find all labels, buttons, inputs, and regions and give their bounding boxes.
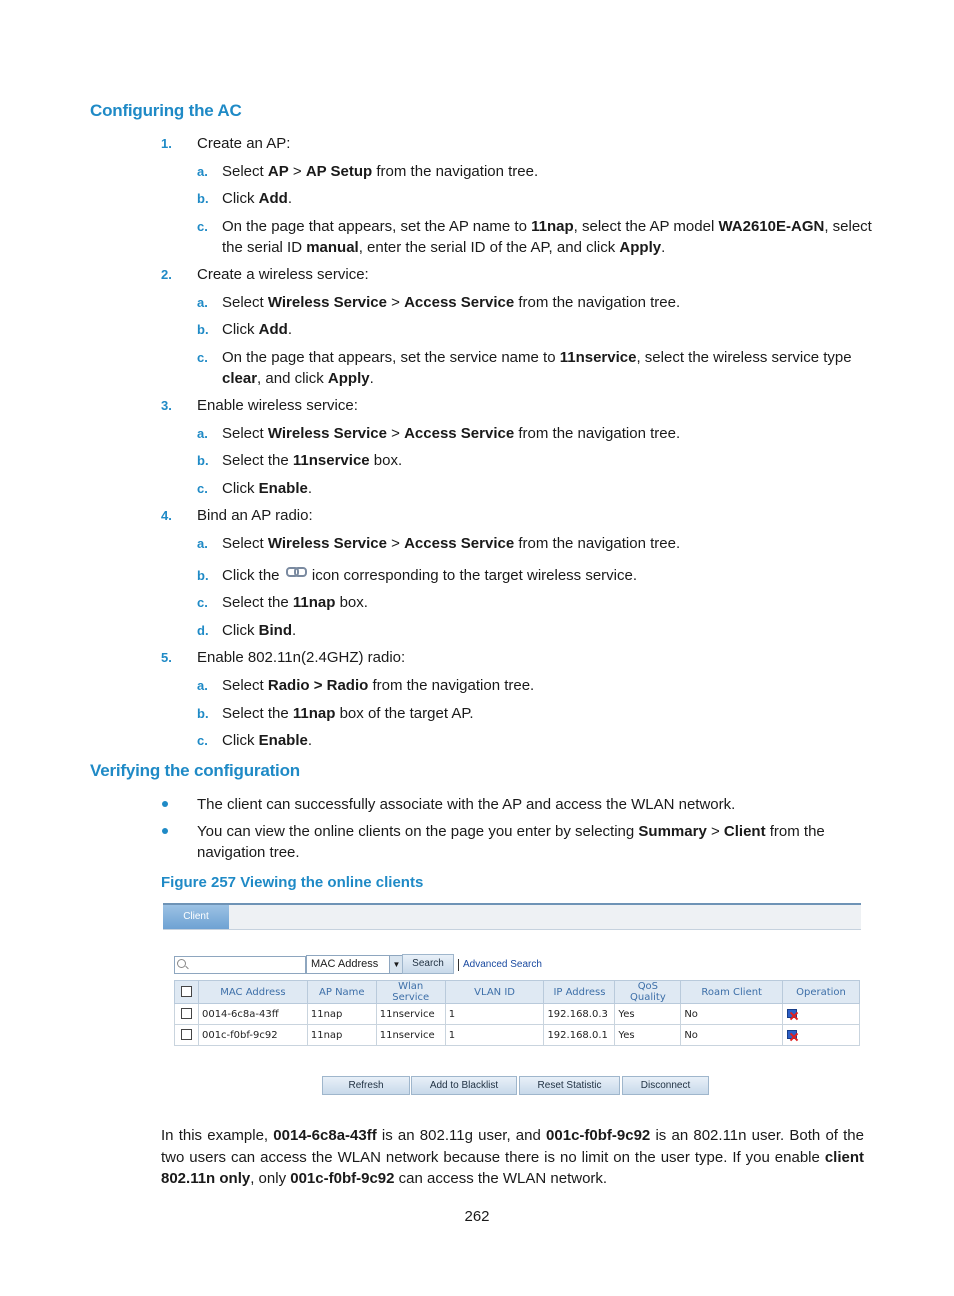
substep-letter: b. — [197, 322, 209, 337]
substep-letter: a. — [197, 164, 208, 179]
substep-text: Click Enable. — [222, 480, 313, 497]
step-text: Create a wireless service: — [197, 266, 369, 283]
substep-letter: a. — [197, 536, 208, 551]
bullet-icon — [162, 801, 168, 807]
section-heading-verifying: Verifying the configuration — [90, 761, 300, 780]
table-row — [175, 1025, 860, 1046]
vlan-id-cell: 1 — [445, 1004, 544, 1025]
substep-letter: b. — [197, 706, 209, 721]
page-number: 262 — [464, 1208, 490, 1225]
wlan-service-cell: 11nservice — [376, 1025, 445, 1046]
column-header[interactable]: IP Address — [544, 981, 615, 1004]
substep-letter: b. — [197, 453, 209, 468]
row-checkbox[interactable] — [181, 1008, 192, 1019]
table-row — [175, 1004, 860, 1025]
row-checkbox-cell[interactable] — [175, 1004, 199, 1025]
column-header: Operation — [783, 981, 860, 1004]
bullet-icon — [162, 828, 168, 834]
substep-text: Select the 11nap box. — [222, 594, 368, 611]
disconnect-button[interactable]: Disconnect — [622, 1076, 709, 1095]
step-number: 5. — [161, 650, 172, 665]
advanced-search-link[interactable]: Advanced Search — [458, 959, 542, 971]
substep-text: Select Wireless Service > Access Service from the navigation tree. — [222, 425, 681, 442]
select-all-checkbox[interactable] — [181, 986, 192, 997]
substep-letter: a. — [197, 295, 208, 310]
row-checkbox[interactable] — [181, 1029, 192, 1040]
operation-cell — [783, 1025, 860, 1046]
substep-text: Click Enable. — [222, 732, 313, 749]
reset-statistic-button[interactable]: Reset Statistic — [519, 1076, 620, 1095]
substep-text: On the page that appears, set the service name to 11nservice, select the wireless service type clear, and click Apply. — [222, 349, 852, 387]
roam-cell: No — [681, 1004, 783, 1025]
step-text: Enable wireless service: — [197, 397, 358, 414]
qos-cell: Yes — [615, 1025, 681, 1046]
substep-text: Click Bind. — [222, 622, 297, 639]
substep-text: Select the 11nap box of the target AP. — [222, 705, 474, 722]
operation-cell — [783, 1004, 860, 1025]
step-number: 2. — [161, 267, 172, 282]
search-field-value: MAC Address — [311, 958, 379, 970]
column-header[interactable]: QoS Quality — [615, 981, 681, 1004]
step-number: 1. — [161, 136, 172, 151]
bind-link-icon — [286, 566, 306, 576]
ip-address-cell: 192.168.0.1 — [544, 1025, 615, 1046]
search-icon — [177, 959, 186, 968]
substep-letter: c. — [197, 595, 208, 610]
substep-text: Select Radio > Radio from the navigation tree. — [222, 677, 535, 694]
column-header[interactable]: MAC Address — [198, 981, 307, 1004]
step-text: Create an AP: — [197, 135, 291, 152]
search-button[interactable]: Search — [402, 954, 454, 974]
roam-cell: No — [681, 1025, 783, 1046]
step-text: Bind an AP radio: — [197, 507, 313, 524]
substep-text: Click Add. — [222, 321, 293, 338]
column-header[interactable]: VLAN ID — [445, 981, 544, 1004]
search-input[interactable] — [174, 956, 306, 974]
figure-caption: Figure 257 Viewing the online clients — [161, 874, 424, 891]
substep-letter: a. — [197, 426, 208, 441]
ip-address-cell: 192.168.0.3 — [544, 1004, 615, 1025]
mac-address-link[interactable]: 0014-6c8a-43ff — [198, 1004, 307, 1025]
substep-letter: a. — [197, 678, 208, 693]
substep-letter: c. — [197, 350, 208, 365]
search-field-select[interactable] — [306, 955, 404, 974]
step-number: 4. — [161, 508, 172, 523]
bullet-text: The client can successfully associate with the AP and access the WLAN network. — [197, 796, 736, 813]
vlan-id-cell: 1 — [445, 1025, 544, 1046]
substep-letter: b. — [197, 568, 209, 583]
ap-name-cell: 11nap — [307, 1004, 376, 1025]
ap-name-cell: 11nap — [307, 1025, 376, 1046]
substep-text: Select AP > AP Setup from the navigation tree. — [222, 163, 539, 180]
bullet-text: You can view the online clients on the page you enter by selecting Summary > Client from the navigation tree. — [197, 823, 825, 861]
example-paragraph: In this example, 0014-6c8a-43ff is an 802.11g user, and 001c-f0bf-9c92 is an 802.11n user. Both of the two users can access the WLAN network because there is no limit on the user type. If you enable client 802.11n only, only 001c-f0bf-9c92 can access the WLAN network. — [161, 1127, 864, 1187]
mac-address-link[interactable]: 001c-f0bf-9c92 — [198, 1025, 307, 1046]
refresh-button[interactable]: Refresh — [322, 1076, 410, 1095]
client-table — [174, 980, 860, 1046]
step-number: 3. — [161, 398, 172, 413]
column-header[interactable]: Wlan Service — [376, 981, 445, 1004]
column-header[interactable]: Roam Client — [681, 981, 783, 1004]
substep-letter: b. — [197, 191, 209, 206]
qos-cell: Yes — [615, 1004, 681, 1025]
substep-letter: c. — [197, 481, 208, 496]
step-text: Enable 802.11n(2.4GHZ) radio: — [197, 649, 406, 666]
tab-client[interactable]: Client — [163, 905, 229, 929]
select-all-checkbox-cell[interactable] — [175, 981, 199, 1004]
figure-tab-bar — [163, 903, 861, 930]
substep-text: Click the icon corresponding to the target wireless service. — [222, 567, 638, 584]
section-heading-configuring-ac: Configuring the AC — [90, 101, 242, 120]
substep-text: On the page that appears, set the AP name to 11nap, select the AP model WA2610E-AGN, select the serial ID manual, enter the serial ID of the AP, and click Apply. — [222, 218, 872, 256]
substep-letter: c. — [197, 219, 208, 234]
column-header[interactable]: AP Name — [307, 981, 376, 1004]
substep-letter: d. — [197, 623, 209, 638]
substep-letter: c. — [197, 733, 208, 748]
disconnect-client-icon[interactable] — [786, 1029, 799, 1042]
add-to-blacklist-button[interactable]: Add to Blacklist — [411, 1076, 517, 1095]
wlan-service-cell: 11nservice — [376, 1004, 445, 1025]
substep-text: Select the 11nservice box. — [222, 452, 403, 469]
row-checkbox-cell[interactable] — [175, 1025, 199, 1046]
substep-text: Select Wireless Service > Access Service from the navigation tree. — [222, 294, 681, 311]
chevron-down-icon: ▼ — [389, 956, 403, 973]
table-header-row — [175, 981, 860, 1004]
disconnect-client-icon[interactable] — [786, 1008, 799, 1021]
substep-text: Click Add. — [222, 190, 293, 207]
substep-text: Select Wireless Service > Access Service from the navigation tree. — [222, 535, 681, 552]
